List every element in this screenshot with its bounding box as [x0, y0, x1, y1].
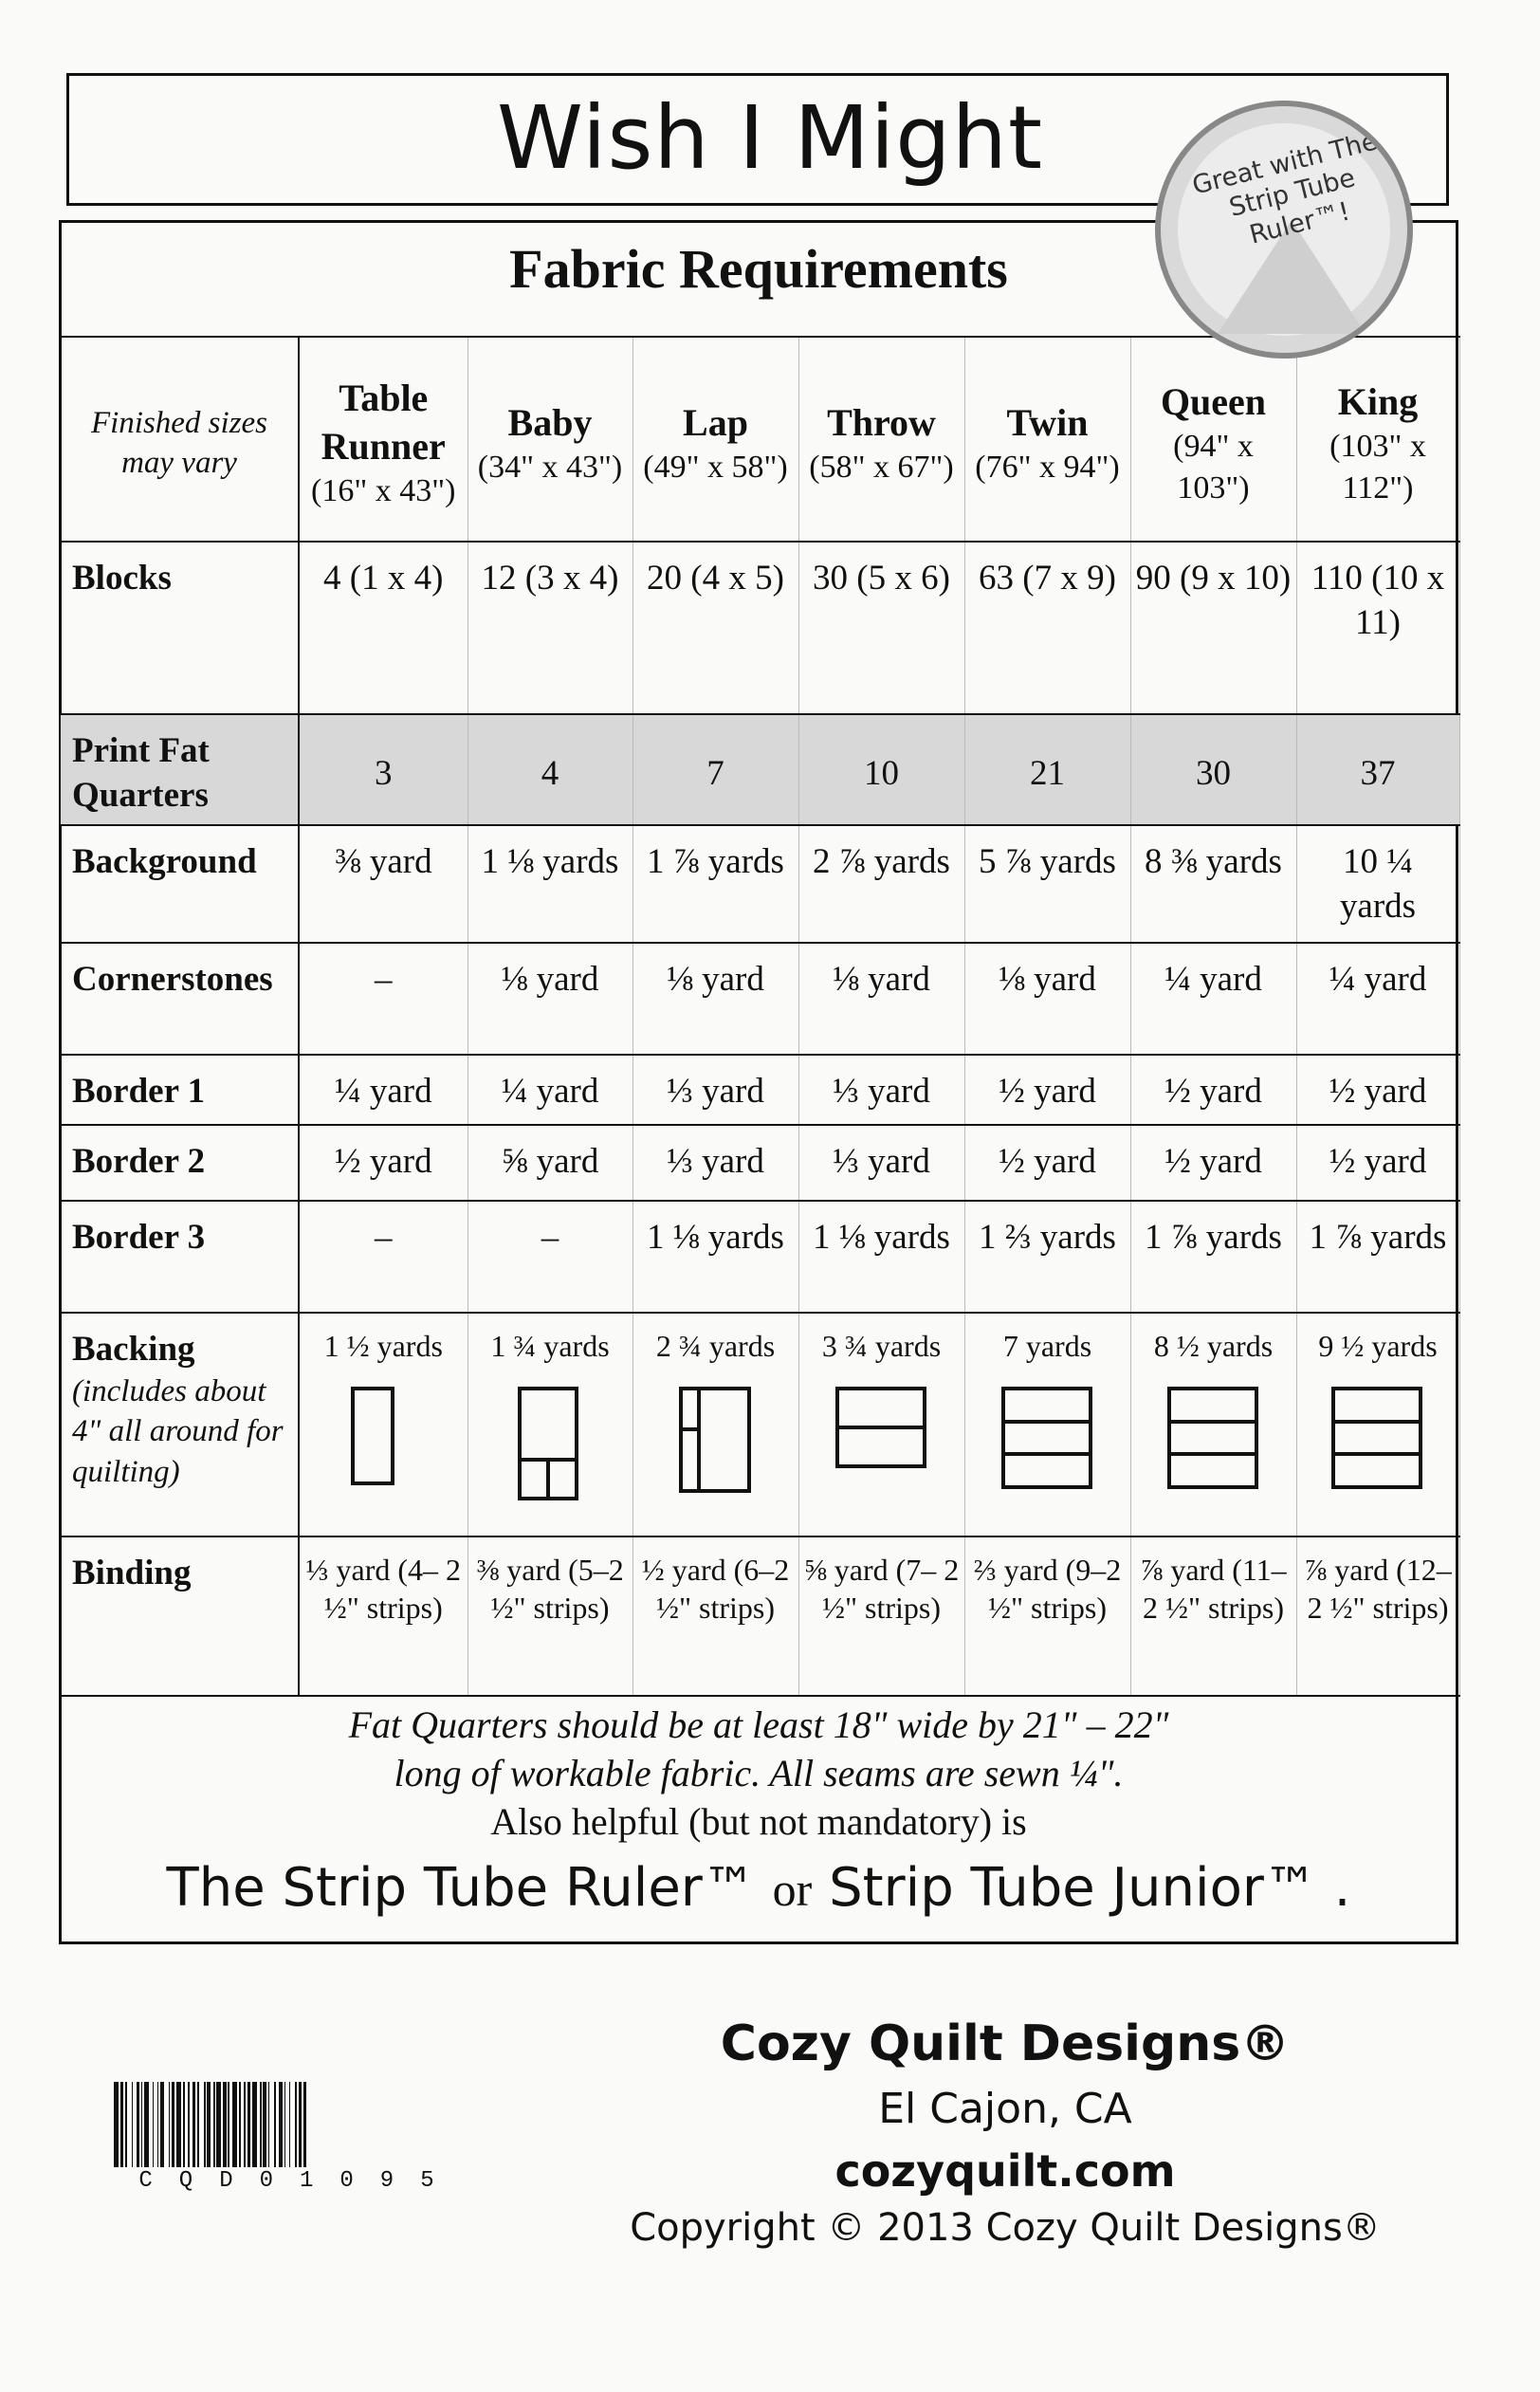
table-cell: ½ yard: [1296, 1055, 1459, 1125]
size-dims: (58" x 67"): [809, 449, 954, 485]
size-header: [468, 337, 632, 542]
backing-layout-diagram: [1000, 1386, 1095, 1492]
table-cell: 90 (9 x 10): [1130, 542, 1296, 714]
backing-cell: [1296, 1313, 1459, 1536]
size-dims: (16" x 43"): [311, 473, 456, 509]
table-cell: 10: [798, 714, 964, 825]
notes: [59, 1701, 1458, 1923]
table-cell: ½ yard (6–2 ½" strips): [632, 1536, 798, 1696]
backing-note: (includes about 4" all around for quilting): [72, 1374, 284, 1489]
row-label-background: Background: [60, 825, 299, 943]
row-label-cornerstones: Cornerstones: [60, 943, 299, 1055]
size-name: Baby: [507, 400, 593, 444]
table-cell: 1 ⅞ yards: [632, 825, 798, 943]
row-label-binding: Binding: [60, 1536, 299, 1696]
table-cell: 3: [299, 714, 468, 825]
table-cell: ⅛ yard: [632, 943, 798, 1055]
row-label-backing: [60, 1313, 299, 1536]
table-cell: ⅓ yard: [632, 1055, 798, 1125]
size-dims: (76" x 94"): [975, 449, 1120, 485]
size-header: [1296, 337, 1459, 542]
barcode: [114, 2082, 486, 2167]
table-cell: –: [299, 943, 468, 1055]
table-cell: 7: [632, 714, 798, 825]
table-cell: 1 ⅛ yards: [468, 825, 632, 943]
fabric-requirements-table: [59, 336, 1460, 1697]
backing-layout-diagram: [834, 1386, 929, 1471]
size-name: King: [1337, 379, 1419, 423]
table-row: [60, 943, 1459, 1055]
table-cell: ⅜ yard: [299, 825, 468, 943]
table-cell: ⅓ yard (4– 2 ½" strips): [299, 1536, 468, 1696]
size-header: [1130, 337, 1296, 542]
table-cell: –: [468, 1201, 632, 1313]
backing-cell: [299, 1313, 468, 1536]
size-name: Lap: [683, 400, 748, 444]
table-cell: ⅜ yard (5–2 ½" strips): [468, 1536, 632, 1696]
table-cell: –: [299, 1201, 468, 1313]
table-cell: 1 ⅞ yards: [1296, 1201, 1459, 1313]
backing-layout-diagram: [1330, 1386, 1425, 1492]
size-dims: (94" x 103"): [1173, 429, 1254, 506]
backing-value: 9 ½ yards: [1318, 1328, 1438, 1363]
table-cell: ⅓ yard: [798, 1055, 964, 1125]
table-row: [60, 714, 1459, 825]
size-name: Queen: [1160, 379, 1267, 423]
row-label-fat-quarters: Print Fat Quarters: [60, 714, 299, 825]
backing-cell: [964, 1313, 1130, 1536]
backing-layout-diagram: [517, 1386, 583, 1503]
table-row: [60, 1055, 1459, 1125]
table-cell: 1 ⅛ yards: [798, 1201, 964, 1313]
table-cell: 10 ¼ yards: [1296, 825, 1459, 943]
backing-value: 1 ¾ yards: [490, 1328, 610, 1363]
backing-value: 2 ¾ yards: [655, 1328, 776, 1363]
table-cell: ½ yard: [1130, 1055, 1296, 1125]
backing-cell: [1130, 1313, 1296, 1536]
table-cell: 1 ⅔ yards: [964, 1201, 1130, 1313]
table-cell: ⅛ yard: [468, 943, 632, 1055]
backing-value: 7 yards: [1002, 1328, 1092, 1363]
table-cell: ¼ yard: [1130, 943, 1296, 1055]
table-cell: 30: [1130, 714, 1296, 825]
backing-layout-diagram: [1166, 1386, 1261, 1492]
table-row: [60, 825, 1459, 943]
table-cell: ⅞ yard (11–2 ½" strips): [1130, 1536, 1296, 1696]
strip-tube-ruler-seal: [1155, 101, 1413, 359]
barcode-number: CQD01095: [138, 2168, 461, 2194]
table-cell: 37: [1296, 714, 1459, 825]
company-name: Cozy Quilt Designs®: [720, 2015, 1291, 2072]
section-title: Fabric Requirements: [509, 238, 1008, 300]
header-note: Finished sizes may vary: [60, 337, 299, 542]
table-cell: ¼ yard: [468, 1055, 632, 1125]
table-cell: ⅓ yard: [632, 1125, 798, 1201]
table-cell: ⅛ yard: [798, 943, 964, 1055]
size-header: [632, 337, 798, 542]
company-website: cozyquilt.com: [834, 2145, 1176, 2197]
backing-cell: [632, 1313, 798, 1536]
backing-value: 3 ¾ yards: [821, 1328, 942, 1363]
table-cell: ½ yard: [1130, 1125, 1296, 1201]
size-name: Twin: [1006, 400, 1089, 444]
table-cell: ⅔ yard (9–2 ½" strips): [964, 1536, 1130, 1696]
backing-layout-diagram: [350, 1386, 416, 1490]
size-dims: (103" x 112"): [1329, 429, 1426, 506]
page-title: Wish I Might: [496, 87, 1044, 189]
product-strip-tube-ruler: The Strip Tube Ruler™: [166, 1857, 756, 1920]
row-label-blocks: Blocks: [60, 542, 299, 714]
table-cell: ⅝ yard: [468, 1125, 632, 1201]
table-cell: 110 (10 x 11): [1296, 542, 1459, 714]
fat-quarter-note: Fat Quarters should be at least 18" wide by 21" – 22" long of workable fabric. All seams are sewn ¼".: [348, 1703, 1169, 1795]
backing-cell: [798, 1313, 964, 1536]
product-strip-tube-junior: Strip Tube Junior™ .: [829, 1857, 1351, 1920]
seal-text: Great with The Strip Tube Ruler™!: [1189, 126, 1381, 250]
table-row: [60, 1201, 1459, 1313]
table-cell: ¼ yard: [1296, 943, 1459, 1055]
table-cell: ⅓ yard: [798, 1125, 964, 1201]
barcode-bar: [306, 2082, 308, 2167]
size-name: Throw: [827, 400, 936, 444]
table-cell: 21: [964, 714, 1130, 825]
table-row: [60, 1536, 1459, 1696]
product-line: [59, 1854, 1458, 1923]
table-cell: 12 (3 x 4): [468, 542, 632, 714]
copyright: Copyright © 2013 Cozy Quilt Designs®: [630, 2206, 1381, 2250]
table-cell: ½ yard: [299, 1125, 468, 1201]
table-cell: 30 (5 x 6): [798, 542, 964, 714]
row-label-border-1: Border 1: [60, 1055, 299, 1125]
company-city: El Cajon, CA: [878, 2085, 1132, 2133]
size-header: [299, 337, 468, 542]
table-cell: 63 (7 x 9): [964, 542, 1130, 714]
table-cell: ½ yard: [964, 1125, 1130, 1201]
row-label-border-3: Border 3: [60, 1201, 299, 1313]
backing-value: 1 ½ yards: [323, 1328, 443, 1363]
table-cell: ½ yard: [964, 1055, 1130, 1125]
helpful-note: Also helpful (but not mandatory) is: [490, 1800, 1027, 1844]
backing-cell: [468, 1313, 632, 1536]
table-cell: ½ yard: [1296, 1125, 1459, 1201]
table-row: [60, 542, 1459, 714]
table-row: [60, 1125, 1459, 1201]
backing-label: Backing: [72, 1329, 195, 1369]
size-name: Table Runner: [321, 377, 446, 469]
table-cell: 20 (4 x 5): [632, 542, 798, 714]
table-cell: 5 ⅞ yards: [964, 825, 1130, 943]
table-cell: ⅞ yard (12– 2 ½" strips): [1296, 1536, 1459, 1696]
backing-value: 8 ½ yards: [1153, 1328, 1274, 1363]
table-cell: 8 ⅜ yards: [1130, 825, 1296, 943]
backing-layout-diagram: [678, 1386, 754, 1496]
table-cell: ⅝ yard (7– 2 ½" strips): [798, 1536, 964, 1696]
table-cell: ¼ yard: [299, 1055, 468, 1125]
table-cell: 1 ⅛ yards: [632, 1201, 798, 1313]
row-label-border-2: Border 2: [60, 1125, 299, 1201]
table-cell: 4 (1 x 4): [299, 542, 468, 714]
table-cell: 2 ⅞ yards: [798, 825, 964, 943]
table-row: [60, 1313, 1459, 1536]
size-dims: (34" x 43"): [477, 449, 623, 485]
table-cell: 4: [468, 714, 632, 825]
size-header: [964, 337, 1130, 542]
or-text: or: [772, 1863, 813, 1917]
table-cell: ⅛ yard: [964, 943, 1130, 1055]
size-dims: (49" x 58"): [643, 449, 788, 485]
size-header: [798, 337, 964, 542]
table-cell: 1 ⅞ yards: [1130, 1201, 1296, 1313]
